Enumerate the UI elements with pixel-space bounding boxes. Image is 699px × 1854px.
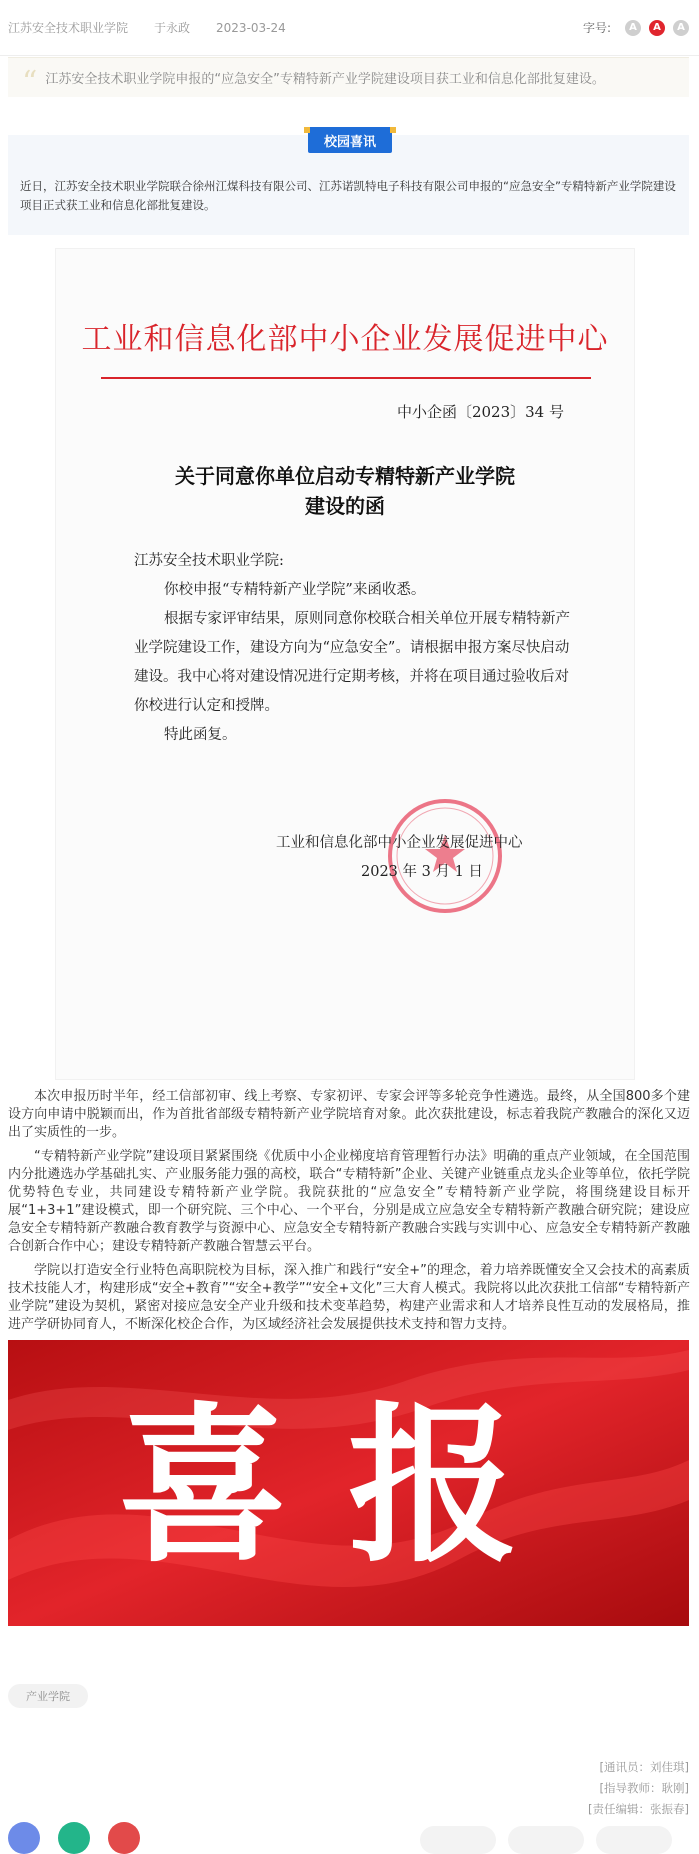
campus-news-text: 近日，江苏安全技术职业学院联合徐州江煤科技有限公司、江苏诺凯特电子科技有限公司申报的“应急安全”专精特新产业学院建设项目正式获工业和信息化部批复建设。 xyxy=(20,179,676,212)
credit-reporter: [通讯员：刘佳琪] xyxy=(599,1760,689,1774)
action-pills xyxy=(420,1826,684,1854)
quote-icon: “ xyxy=(22,64,38,100)
campus-news-box xyxy=(8,135,689,235)
share-weibo-icon[interactable] xyxy=(108,1822,140,1854)
share-buttons xyxy=(8,1822,158,1854)
article-paragraph-2: “专精特新产业学院”建设项目紧紧围绕《优质中小企业梯度培育管理暂行办法》明确的重点产业领域，在全国范围内分批遴选办学基础扎实、产业服务能力强的高校，联合“专精特新”企业、关键产业链重点龙头企业等单位，依托学院优势特色专业，共同建设专精特新产业学院。我院获批的“应急安全”专精特新产业学院，将围绕建设目标开展“1+3+1”建设模式，即一个研究院、三个中心、一个平台，分别是成立应急安全专精特新产教融合研究院；建设应急安全专精特新产教融合教育教学与资源中心、应急安全专精特新产教融合实践与实训中心、应急安全专精特新产教融合创新合作中心；建设专精特新产教融合智慧云平台。 xyxy=(8,1149,690,1254)
article-tag[interactable]: 产业学院 xyxy=(8,1684,88,1708)
good-news-banner xyxy=(8,1340,689,1626)
campus-news-badge: 校园喜讯 xyxy=(308,127,392,153)
letter-sign-date: 2023 年 3 月 1 日 xyxy=(361,864,483,880)
font-medium-button[interactable]: A xyxy=(649,20,665,36)
article-body xyxy=(8,1088,690,1340)
official-letter-image xyxy=(55,248,635,1080)
credit-editor: [责任编辑：张振春] xyxy=(588,1802,689,1816)
summary-text: 江苏安全技术职业学院申报的“应急安全”专精特新产业学院建设项目获工业和信息化部批复建设。 xyxy=(45,72,605,87)
letter-para1: 你校申报“专精特新产业学院”来函收悉。 xyxy=(164,582,426,598)
share-qq-icon[interactable] xyxy=(8,1822,40,1854)
letter-recipient: 江苏安全技术职业学院: xyxy=(134,553,284,569)
letter-sign-org: 工业和信息化部中小企业发展促进中心 xyxy=(276,835,523,851)
article-summary xyxy=(8,57,689,100)
article-paragraph-1: 本次申报历时半年，经工信部初审、线上考察、专家初评、专家会评等多轮竞争性遴选。最终，从全国800多个建设方向申请中脱颖而出，作为首批省部级专精特新产业学院培育对象。此次获批建设，标志着我院产教融合的深化又迈出了实质性的一步。 xyxy=(8,1089,690,1140)
article-credits xyxy=(588,1757,689,1820)
letter-para3: 特此函复。 xyxy=(164,727,237,743)
action-pill-3[interactable] xyxy=(596,1826,672,1854)
letter-number: 中小企函〔2023〕34 号 xyxy=(396,403,564,421)
letter-title-line1: 关于同意你单位启动专精特新产业学院 xyxy=(175,464,515,488)
source-label: 江苏安全技术职业学院 xyxy=(8,21,129,35)
letter-title xyxy=(56,461,634,521)
font-small-button[interactable]: A xyxy=(625,20,641,36)
letter-signature xyxy=(276,829,576,887)
font-size-label: 字号: xyxy=(582,21,611,35)
font-large-button[interactable]: A xyxy=(673,20,689,36)
letter-header-rule xyxy=(101,377,591,379)
action-pill-1[interactable] xyxy=(420,1826,496,1854)
font-size-control xyxy=(583,19,689,36)
letter-body xyxy=(134,547,574,750)
letter-title-line2: 建设的函 xyxy=(305,494,385,518)
good-news-banner-graphic xyxy=(8,1340,689,1626)
share-wechat-icon[interactable] xyxy=(58,1822,90,1854)
good-news-banner-text: 喜报 xyxy=(117,1388,579,1586)
letter-para2: 根据专家评审结果，原则同意你校联合相关单位开展专精特新产业学院建设工作，建设方向为“应急安全”。请根据申报方案尽快启动建设。我中心将对建设情况进行定期考核，并将在项目通过验收后对你校进行认定和授牌。 xyxy=(134,611,570,714)
article-meta-bar xyxy=(0,0,699,56)
publish-date: 2023-03-24 xyxy=(216,20,286,35)
letter-header: 工业和信息化部中小企业发展促进中心 xyxy=(81,322,609,357)
action-pill-2[interactable] xyxy=(508,1826,584,1854)
author-label: 于永政 xyxy=(154,21,191,35)
article-paragraph-3: 学院以打造安全行业特色高职院校为目标，深入推广和践行“安全+”的理念，着力培养既懂安全又会技术的高素质技术技能人才，构建形成“安全+教育”“安全+教学”“安全+文化”三大育人模式。我院将以此次获批工信部“专精特新产业学院”建设为契机，紧密对接应急安全产业升级和技术变革趋势，构建产业需求和人才培养良性互动的发展格局，推进产学研协同育人，不断深化校企合作，为区域经济社会发展提供技术支持和智力支持。 xyxy=(8,1263,690,1332)
credit-advisor: [指导教师：耿刚] xyxy=(599,1781,689,1795)
